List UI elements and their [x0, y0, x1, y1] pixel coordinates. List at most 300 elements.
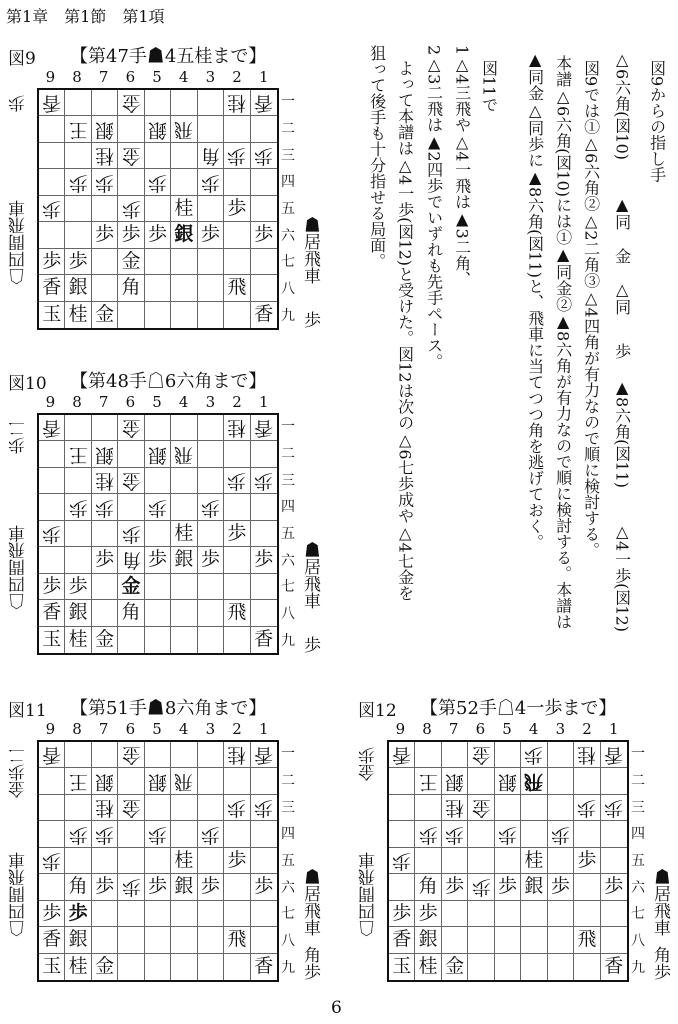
board-square — [442, 848, 468, 874]
rank-label: 三 — [281, 799, 295, 816]
sente-piece: 歩 — [42, 249, 62, 272]
board-square — [495, 954, 521, 980]
file-label: 4 — [178, 68, 189, 86]
board-square — [224, 848, 250, 874]
file-labels — [37, 68, 277, 86]
gote-piece: 金 — [471, 744, 491, 767]
board-square — [39, 468, 65, 494]
board-square — [39, 874, 65, 900]
board-square — [224, 821, 250, 847]
gote-hand-area — [356, 747, 381, 937]
rank-labels — [631, 740, 645, 980]
board-square — [198, 600, 224, 626]
board-square — [39, 547, 65, 573]
shogi-board — [37, 413, 279, 655]
board-square — [92, 302, 118, 328]
board-square — [251, 415, 277, 441]
board-square — [65, 927, 91, 953]
board-square — [39, 795, 65, 821]
board-square — [574, 901, 600, 927]
board-square — [39, 116, 65, 142]
board-square — [251, 441, 277, 467]
board-square — [521, 768, 547, 794]
file-label: 9 — [45, 393, 56, 411]
board-square — [39, 169, 65, 195]
board-square — [198, 468, 224, 494]
board-square — [415, 927, 441, 953]
board-square — [198, 874, 224, 900]
board-square — [251, 848, 277, 874]
rank-label: 二 — [281, 121, 295, 137]
board-square — [495, 768, 521, 794]
file-label: 3 — [555, 720, 566, 738]
file-label: 5 — [152, 393, 162, 411]
board-square — [145, 494, 171, 520]
gote-piece: 歩 — [227, 797, 247, 820]
sente-piece: 角 — [121, 601, 141, 624]
gote-piece: 歩 — [147, 496, 167, 519]
move-3b: 歩 — [612, 343, 632, 359]
board-square — [171, 600, 197, 626]
gote-hand-area — [6, 420, 31, 610]
board-square — [224, 494, 250, 520]
gote-piece: 歩 — [254, 145, 274, 168]
board-square — [251, 600, 277, 626]
board-square — [468, 848, 494, 874]
board-square — [118, 627, 144, 653]
sente-piece: 銀 — [68, 601, 88, 624]
board-square — [198, 574, 224, 600]
board-square — [92, 222, 118, 248]
board-square — [171, 795, 197, 821]
board-square — [145, 627, 171, 653]
board-square — [65, 848, 91, 874]
rank-label: 二 — [631, 773, 645, 789]
board-square — [389, 954, 415, 980]
board-square — [145, 768, 171, 794]
gote-piece: 桂 — [227, 744, 247, 767]
board-square — [198, 169, 224, 195]
board-square — [548, 901, 574, 927]
board-square — [92, 627, 118, 653]
shogi-board — [37, 740, 279, 982]
board-square — [574, 954, 600, 980]
board-square — [442, 768, 468, 794]
board-square — [415, 954, 441, 980]
board-square — [65, 574, 91, 600]
rank-label: 五 — [281, 526, 295, 543]
gote-piece: 香 — [42, 92, 62, 115]
text-line-7: よって本譜は△4一歩(図12)と受けた。図12は次の△6七歩成や△4七金を — [395, 60, 415, 601]
board-square — [224, 196, 250, 222]
sente-piece: 玉 — [42, 955, 62, 978]
board-square — [39, 222, 65, 248]
file-label: 8 — [422, 720, 432, 738]
gote-piece: 飛 — [174, 118, 194, 141]
board-square — [198, 441, 224, 467]
board-square — [118, 249, 144, 275]
rank-label: 六 — [281, 227, 295, 244]
gote-piece: 歩 — [471, 876, 491, 899]
board-square — [171, 901, 197, 927]
board-square — [39, 821, 65, 847]
text-line-4: 図11で — [479, 60, 499, 113]
sente-piece: 香 — [42, 276, 62, 299]
sente-player-name: ☗居飛車 — [300, 216, 320, 284]
sente-piece: 香 — [42, 928, 62, 951]
shogi-board — [387, 740, 629, 982]
sente-piece: 歩 — [200, 875, 220, 898]
sente-piece: 歩 — [577, 848, 597, 871]
board-square — [495, 795, 521, 821]
rank-label: 一 — [631, 746, 645, 763]
sente-piece: 金 — [121, 249, 141, 272]
rank-labels — [281, 740, 295, 980]
board-square — [65, 768, 91, 794]
sente-piece: 歩 — [254, 223, 274, 246]
gote-pieces-in-hand: 歩 — [9, 95, 29, 112]
text-line-5: 1△4三飛や△4一飛は▲3二角、 — [452, 45, 472, 287]
figure-12 — [350, 692, 678, 992]
board-square — [601, 742, 627, 768]
page-number: 6 — [331, 998, 342, 1018]
board-square — [171, 768, 197, 794]
board-square — [92, 954, 118, 980]
board-square — [118, 521, 144, 547]
rank-label: 三 — [281, 472, 295, 489]
sente-piece: 金 — [445, 955, 465, 978]
file-label: 9 — [45, 720, 56, 738]
board-square — [171, 196, 197, 222]
board-square — [198, 795, 224, 821]
file-label: 2 — [582, 720, 592, 738]
file-label: 3 — [205, 393, 216, 411]
board-square — [198, 547, 224, 573]
sente-piece: 金 — [121, 574, 141, 597]
gote-piece: 歩 — [95, 496, 115, 519]
board-square — [145, 275, 171, 301]
board-square — [145, 468, 171, 494]
sente-piece: 歩 — [392, 901, 412, 924]
figure-title: 【第47手☗4五桂まで】 — [70, 46, 267, 67]
board-square — [65, 874, 91, 900]
gote-piece: 香 — [392, 744, 412, 767]
gote-piece: 金 — [121, 797, 141, 820]
board-square — [224, 600, 250, 626]
text-line-1: 図9では①△6六角②△2二角③△4四角が有力なので順に検討する。 — [581, 60, 601, 558]
gote-piece: 金 — [121, 417, 141, 440]
board-square — [415, 848, 441, 874]
sente-piece: 香 — [254, 955, 274, 978]
board-square — [145, 821, 171, 847]
board-square — [198, 275, 224, 301]
board-square — [468, 768, 494, 794]
sente-piece: 飛 — [577, 928, 597, 951]
board-square — [548, 954, 574, 980]
board-square — [442, 821, 468, 847]
board-square — [521, 742, 547, 768]
gote-player-name: ☖四間飛車 — [9, 525, 29, 610]
board-square — [251, 795, 277, 821]
file-label: 1 — [258, 68, 269, 86]
rank-label: 七 — [281, 906, 295, 923]
board-square — [65, 249, 91, 275]
file-label: 5 — [152, 720, 162, 738]
file-label: 9 — [395, 720, 406, 738]
sente-piece: 銀 — [174, 548, 194, 571]
board-square — [145, 196, 171, 222]
board-square — [118, 874, 144, 900]
board-square — [145, 927, 171, 953]
board-square — [198, 821, 224, 847]
board-square — [495, 874, 521, 900]
sente-piece: 桂 — [68, 628, 88, 651]
figure-label: 図12 — [358, 701, 397, 721]
board-square — [521, 927, 547, 953]
sente-piece: 玉 — [42, 628, 62, 651]
gote-piece: 歩 — [418, 823, 438, 846]
board-square — [171, 249, 197, 275]
file-label: 4 — [178, 720, 189, 738]
gote-piece: 王 — [68, 118, 88, 141]
board-square — [92, 547, 118, 573]
sente-piece: 金 — [95, 303, 115, 326]
board-square — [171, 468, 197, 494]
board-square — [39, 768, 65, 794]
board-square — [601, 927, 627, 953]
board-square — [521, 901, 547, 927]
board-square — [251, 927, 277, 953]
board-square — [224, 415, 250, 441]
board-square — [39, 600, 65, 626]
board-square — [198, 116, 224, 142]
rank-labels — [281, 413, 295, 653]
board-square — [521, 954, 547, 980]
sente-piece: 桂 — [418, 955, 438, 978]
board-square — [118, 742, 144, 768]
rank-label: 一 — [281, 94, 295, 111]
board-square — [39, 521, 65, 547]
gote-piece: 桂 — [577, 744, 597, 767]
sente-piece: 歩 — [95, 875, 115, 898]
board-square — [415, 874, 441, 900]
file-labels — [387, 720, 627, 738]
board-square — [39, 249, 65, 275]
rank-label: 七 — [281, 254, 295, 271]
sente-piece: 歩 — [445, 875, 465, 898]
board-square — [145, 143, 171, 169]
gote-piece: 桂 — [227, 92, 247, 115]
gote-piece: 王 — [418, 770, 438, 793]
board-square — [39, 927, 65, 953]
board-square — [198, 222, 224, 248]
board-square — [224, 521, 250, 547]
board-square — [198, 415, 224, 441]
board-square — [39, 143, 65, 169]
sente-piece: 桂 — [174, 521, 194, 544]
sente-pieces-in-hand: 歩 — [300, 636, 320, 653]
board-square — [171, 494, 197, 520]
gote-piece: 歩 — [200, 171, 220, 194]
gote-player-name: ☖四間飛車 — [9, 852, 29, 937]
gote-piece: 銀 — [95, 770, 115, 793]
gote-piece: 歩 — [227, 145, 247, 168]
sente-piece: 銀 — [68, 928, 88, 951]
gote-piece: 銀 — [147, 118, 167, 141]
board-square — [92, 821, 118, 847]
file-label: 1 — [258, 393, 269, 411]
board-square — [145, 302, 171, 328]
board-square — [39, 275, 65, 301]
sente-piece: 歩 — [68, 574, 88, 597]
sente-piece: 歩 — [147, 548, 167, 571]
gote-piece: 歩 — [68, 496, 88, 519]
board-square — [224, 143, 250, 169]
board-square — [521, 795, 547, 821]
file-label: 8 — [72, 393, 82, 411]
board-square — [224, 627, 250, 653]
board-square — [39, 901, 65, 927]
board-square — [39, 627, 65, 653]
board-square — [521, 874, 547, 900]
sente-piece: 歩 — [95, 223, 115, 246]
board-square — [65, 547, 91, 573]
board-square — [118, 143, 144, 169]
board-square — [65, 222, 91, 248]
rank-label: 三 — [281, 147, 295, 164]
file-label: 6 — [125, 720, 136, 738]
board-square — [251, 143, 277, 169]
gote-piece: 歩 — [392, 849, 412, 872]
sente-piece: 歩 — [550, 875, 570, 898]
board-square — [224, 468, 250, 494]
file-label: 2 — [232, 393, 242, 411]
board-square — [224, 222, 250, 248]
board-square — [39, 494, 65, 520]
board-square — [389, 848, 415, 874]
file-label: 7 — [448, 720, 459, 738]
figure-label: 図10 — [8, 374, 47, 394]
rank-label: 七 — [631, 906, 645, 923]
board-square — [92, 574, 118, 600]
sente-piece: 歩 — [200, 223, 220, 246]
board-square — [118, 196, 144, 222]
sente-piece: 飛 — [227, 601, 247, 624]
gote-piece: 歩 — [42, 197, 62, 220]
board-square — [145, 90, 171, 116]
board-square — [65, 821, 91, 847]
board-square — [198, 627, 224, 653]
gote-piece: 銀 — [497, 770, 517, 793]
board-square — [251, 196, 277, 222]
gote-piece: 歩 — [95, 823, 115, 846]
board-square — [198, 848, 224, 874]
gote-piece: 歩 — [604, 797, 624, 820]
sente-piece: 金 — [95, 955, 115, 978]
file-labels — [37, 720, 277, 738]
gote-piece: 歩 — [524, 744, 544, 767]
rank-label: 五 — [281, 201, 295, 218]
file-label: 2 — [232, 68, 242, 86]
board-square — [171, 116, 197, 142]
board-square — [171, 90, 197, 116]
rank-label: 九 — [281, 307, 295, 324]
gote-piece: 角 — [121, 549, 141, 572]
board-square — [65, 415, 91, 441]
board-square — [145, 600, 171, 626]
gote-piece: 桂 — [445, 797, 465, 820]
board-square — [118, 954, 144, 980]
board-square — [118, 275, 144, 301]
board-square — [251, 874, 277, 900]
rank-label: 二 — [281, 773, 295, 789]
board-square — [251, 901, 277, 927]
rank-label: 二 — [281, 446, 295, 462]
file-label: 4 — [528, 720, 539, 738]
board-square — [118, 169, 144, 195]
board-square — [601, 795, 627, 821]
board-square — [171, 302, 197, 328]
board-square — [468, 742, 494, 768]
board-square — [145, 415, 171, 441]
sente-piece: 歩 — [254, 548, 274, 571]
sente-piece: 香 — [42, 601, 62, 624]
shogi-board — [37, 88, 279, 330]
board-square — [495, 742, 521, 768]
board-square — [145, 848, 171, 874]
sente-piece: 桂 — [174, 196, 194, 219]
sente-piece: 歩 — [227, 848, 247, 871]
gote-piece: 歩 — [95, 171, 115, 194]
board-square — [171, 927, 197, 953]
gote-piece: 金 — [121, 744, 141, 767]
gote-piece: 歩 — [121, 197, 141, 220]
board-square — [118, 768, 144, 794]
gote-piece: 飛 — [174, 443, 194, 466]
board-square — [145, 222, 171, 248]
file-label: 2 — [232, 720, 242, 738]
sente-piece: 香 — [254, 628, 274, 651]
board-square — [495, 821, 521, 847]
board-square — [601, 954, 627, 980]
board-square — [548, 795, 574, 821]
board-square — [495, 848, 521, 874]
board-square — [389, 927, 415, 953]
file-label: 7 — [98, 68, 109, 86]
rank-label: 四 — [281, 174, 295, 191]
gote-piece: 桂 — [95, 797, 115, 820]
sente-piece: 香 — [254, 303, 274, 326]
board-square — [171, 521, 197, 547]
sente-pieces-in-hand: 歩 — [300, 311, 320, 328]
sente-piece: 歩 — [95, 548, 115, 571]
board-square — [171, 143, 197, 169]
file-label: 3 — [205, 720, 216, 738]
board-square — [442, 795, 468, 821]
board-square — [92, 795, 118, 821]
board-square — [92, 848, 118, 874]
board-square — [92, 196, 118, 222]
rank-label: 三 — [631, 799, 645, 816]
board-square — [92, 927, 118, 953]
text-line-6: 2△3二飛は▲2四歩でいずれも先手ペース。 — [424, 45, 444, 370]
board-square — [198, 90, 224, 116]
gote-piece: 香 — [604, 744, 624, 767]
sente-piece: 玉 — [392, 955, 412, 978]
board-square — [224, 249, 250, 275]
sente-player-name: ☗居飛車 — [300, 541, 320, 609]
rank-label: 九 — [281, 632, 295, 649]
